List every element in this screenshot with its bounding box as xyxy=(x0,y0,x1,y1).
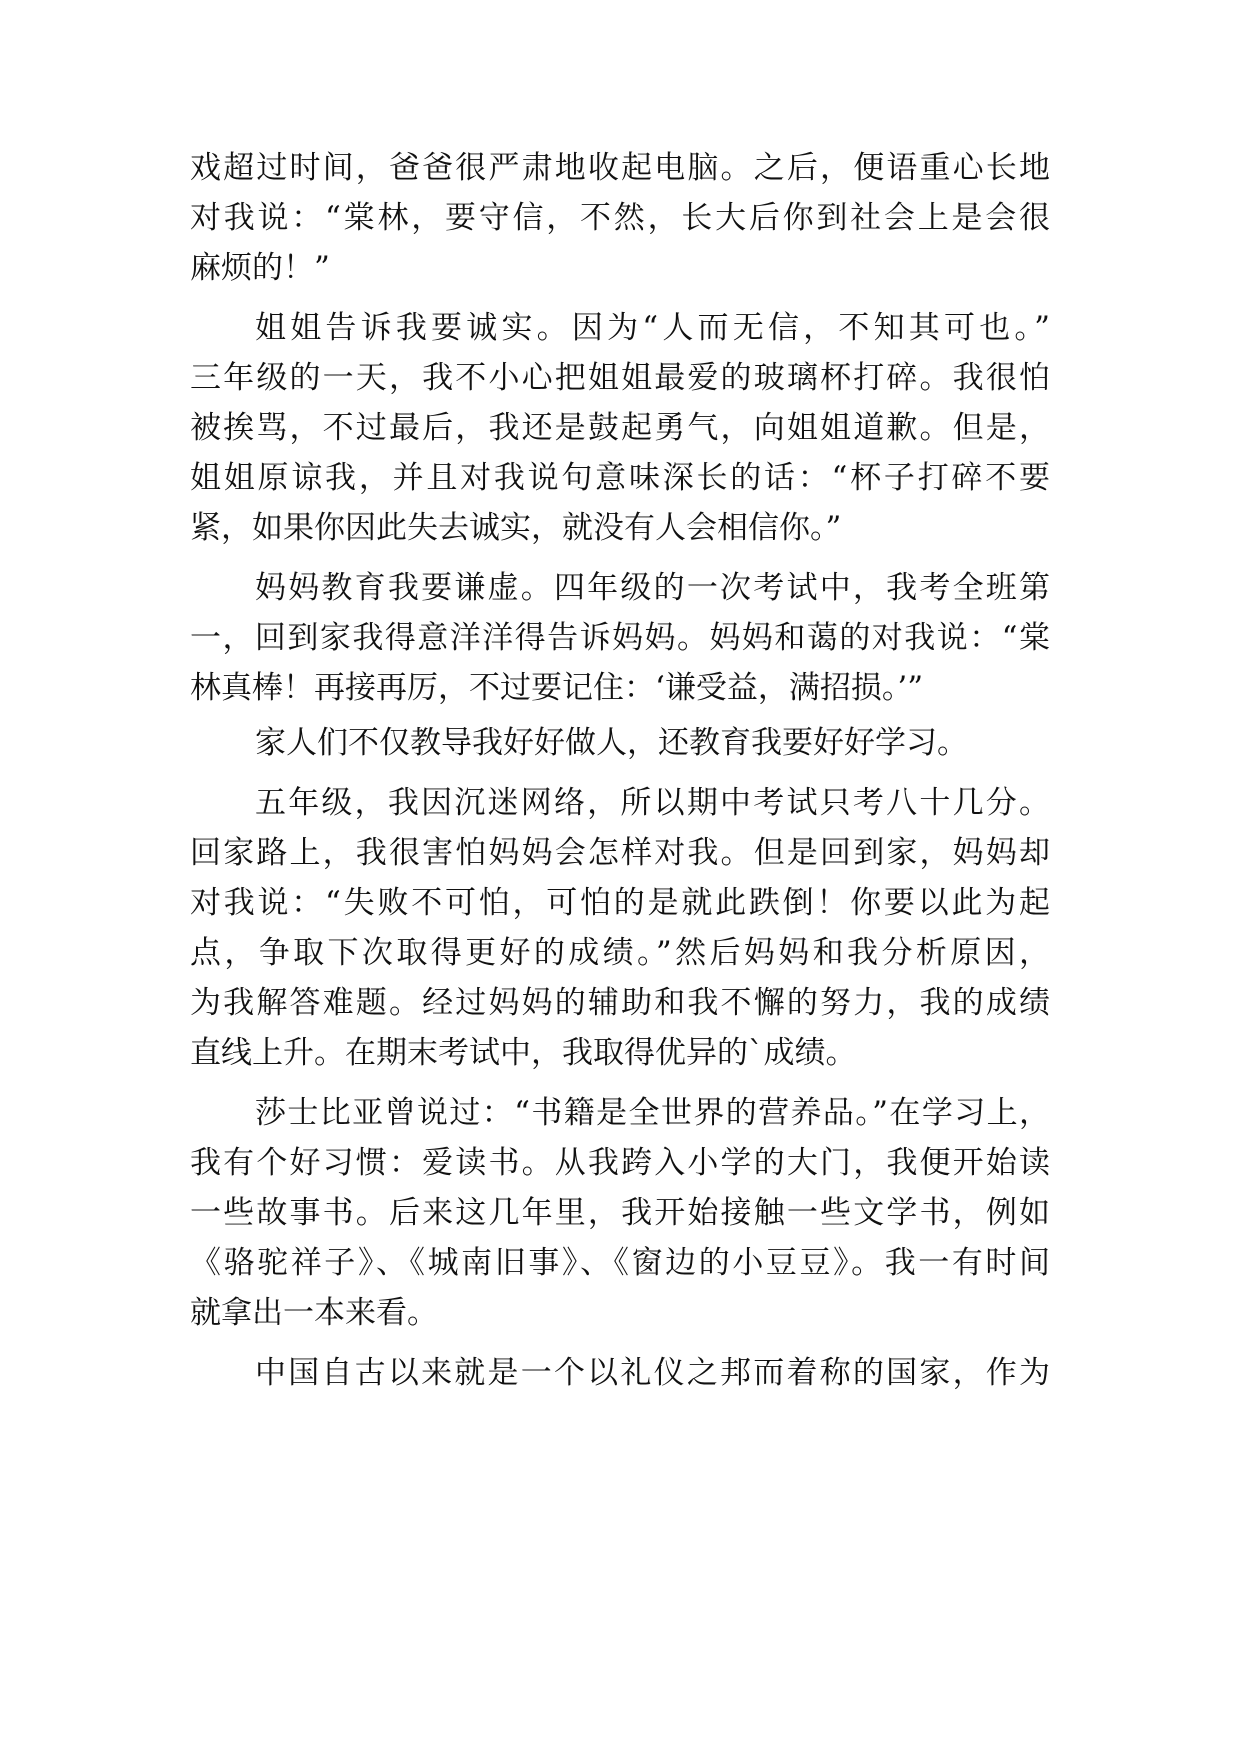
text-line: 戏超过时间，爸爸很严肃地收起电脑。之后，便语重心长地 xyxy=(190,150,1050,186)
text-line: 中国自古以来就是一个以礼仪之邦而着称的国家，作为 xyxy=(255,1355,1050,1391)
text-line: 紧，如果你因此失去诚实，就没有人会相信你。” xyxy=(190,510,842,546)
text-line: 被挨骂，不过最后，我还是鼓起勇气，向姐姐道歉。但是， xyxy=(190,410,1050,446)
text-line: 点，争取下次取得更好的成绩。”然后妈妈和我分析原因， xyxy=(190,935,1050,971)
text-line: 回家路上，我很害怕妈妈会怎样对我。但是回到家，妈妈却 xyxy=(190,835,1050,871)
text-line: 对我说：“棠林，要守信，不然，长大后你到社会上是会很 xyxy=(190,200,1050,236)
text-line: 姐姐告诉我要诚实。因为“人而无信，不知其可也。” xyxy=(255,310,1050,346)
text-line: 五年级，我因沉迷网络，所以期中考试只考八十几分。 xyxy=(255,785,1050,821)
text-line: 一，回到家我得意洋洋得告诉妈妈。妈妈和蔼的对我说：“棠 xyxy=(190,620,1050,656)
text-line: 莎士比亚曾说过：“书籍是全世界的营养品。”在学习上， xyxy=(255,1095,1050,1131)
text-line: 直线上升。在期末考试中，我取得优异的`成绩。 xyxy=(190,1035,857,1071)
text-line: 为我解答难题。经过妈妈的辅助和我不懈的努力，我的成绩 xyxy=(190,985,1050,1021)
text-line: 家人们不仅教导我好好做人，还教育我要好好学习。 xyxy=(255,725,968,761)
text-line: 麻烦的！” xyxy=(190,250,330,286)
text-line: 一些故事书。后来这几年里，我开始接触一些文学书，例如 xyxy=(190,1195,1050,1231)
text-line: 姐姐原谅我，并且对我说句意味深长的话：“杯子打碎不要 xyxy=(190,460,1050,496)
text-line: 林真棒！再接再厉，不过要记住：‘谦受益，满招损。’” xyxy=(190,670,924,706)
text-line: 我有个好习惯：爱读书。从我跨入小学的大门，我便开始读 xyxy=(190,1145,1050,1181)
text-line: 对我说：“失败不可怕，可怕的是就此跌倒！你要以此为起 xyxy=(190,885,1050,921)
text-line: 就拿出一本来看。 xyxy=(190,1295,438,1331)
text-line: 妈妈教育我要谦虚。四年级的一次考试中，我考全班第 xyxy=(255,570,1050,606)
text-line: 《骆驼祥子》、《城南旧事》、《窗边的小豆豆》。我一有时间 xyxy=(190,1245,1050,1281)
text-line: 三年级的一天，我不小心把姐姐最爱的玻璃杯打碎。我很怕 xyxy=(190,360,1050,396)
